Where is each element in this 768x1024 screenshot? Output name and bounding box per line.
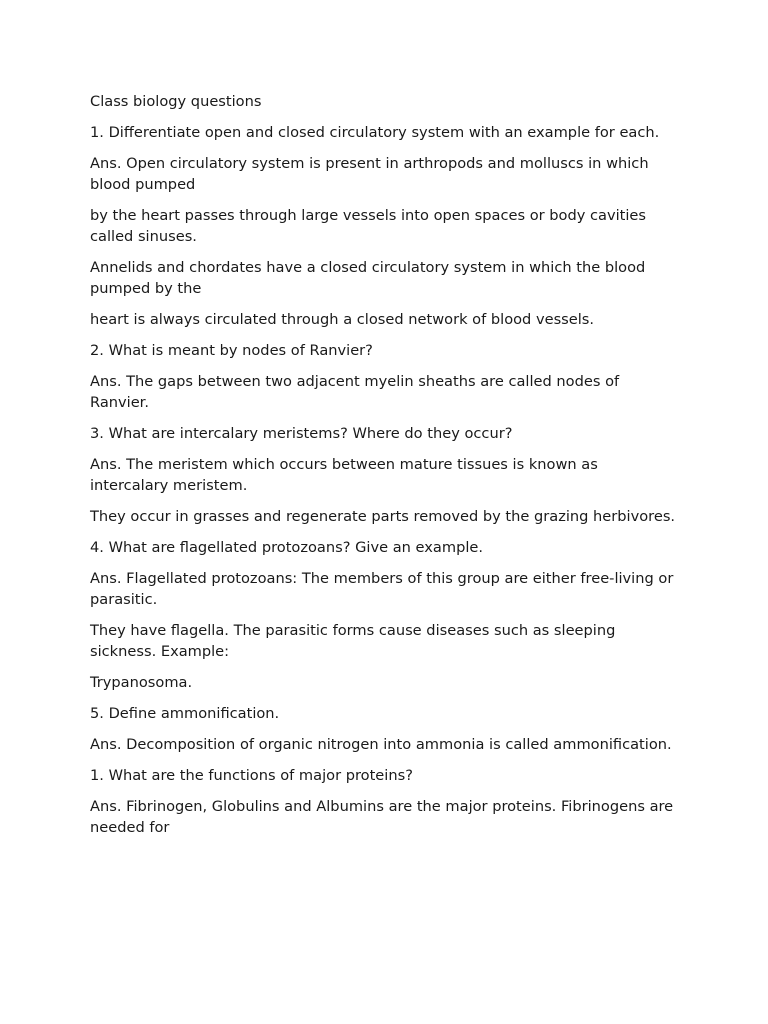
question-4: 4. What are flagellated protozoans? Give an example. (90, 539, 484, 556)
question-3: 3. What are intercalary meristems? Where do they occur? (90, 425, 513, 442)
question-2: 2. What is meant by nodes of Ranvier? (90, 342, 373, 359)
question-5: 5. Define ammonification. (90, 705, 280, 722)
answer-2: Ans. The gaps between two adjacent myelin sheaths are called nodes of Ranvier. (90, 373, 620, 411)
answer-6: Ans. Fibrinogen, Globulins and Albumins are the major proteins. Fibrinogens are needed for (90, 798, 674, 836)
answer-1-part-1: Ans. Open circulatory system is present in arthropods and molluscs in which blood pumped (90, 155, 649, 193)
question-6: 1. What are the functions of major proteins? (90, 767, 413, 784)
document-title: Class biology questions (90, 93, 262, 110)
answer-4-part-2: They have flagella. The parasitic forms cause diseases such as sleeping sickness. Example: (90, 622, 616, 660)
question-1: 1. Differentiate open and closed circulatory system with an example for each. (90, 124, 660, 141)
answer-4-part-1: Ans. Flagellated protozoans: The members of this group are either free-living or parasitic. (90, 570, 674, 608)
answer-3-part-2: They occur in grasses and regenerate parts removed by the grazing herbivores. (90, 508, 676, 525)
answer-5: Ans. Decomposition of organic nitrogen into ammonia is called ammonification. (90, 736, 672, 753)
answer-3-part-1: Ans. The meristem which occurs between mature tissues is known as intercalary meristem. (90, 456, 598, 494)
document-body (90, 91, 680, 848)
answer-1-part-2: by the heart passes through large vessels into open spaces or body cavities called sinuses. (90, 207, 647, 245)
answer-4-part-3: Trypanosoma. (90, 674, 193, 691)
answer-1-part-3: Annelids and chordates have a closed circulatory system in which the blood pumped by the (90, 259, 646, 297)
answer-1-part-4: heart is always circulated through a closed network of blood vessels. (90, 311, 595, 328)
